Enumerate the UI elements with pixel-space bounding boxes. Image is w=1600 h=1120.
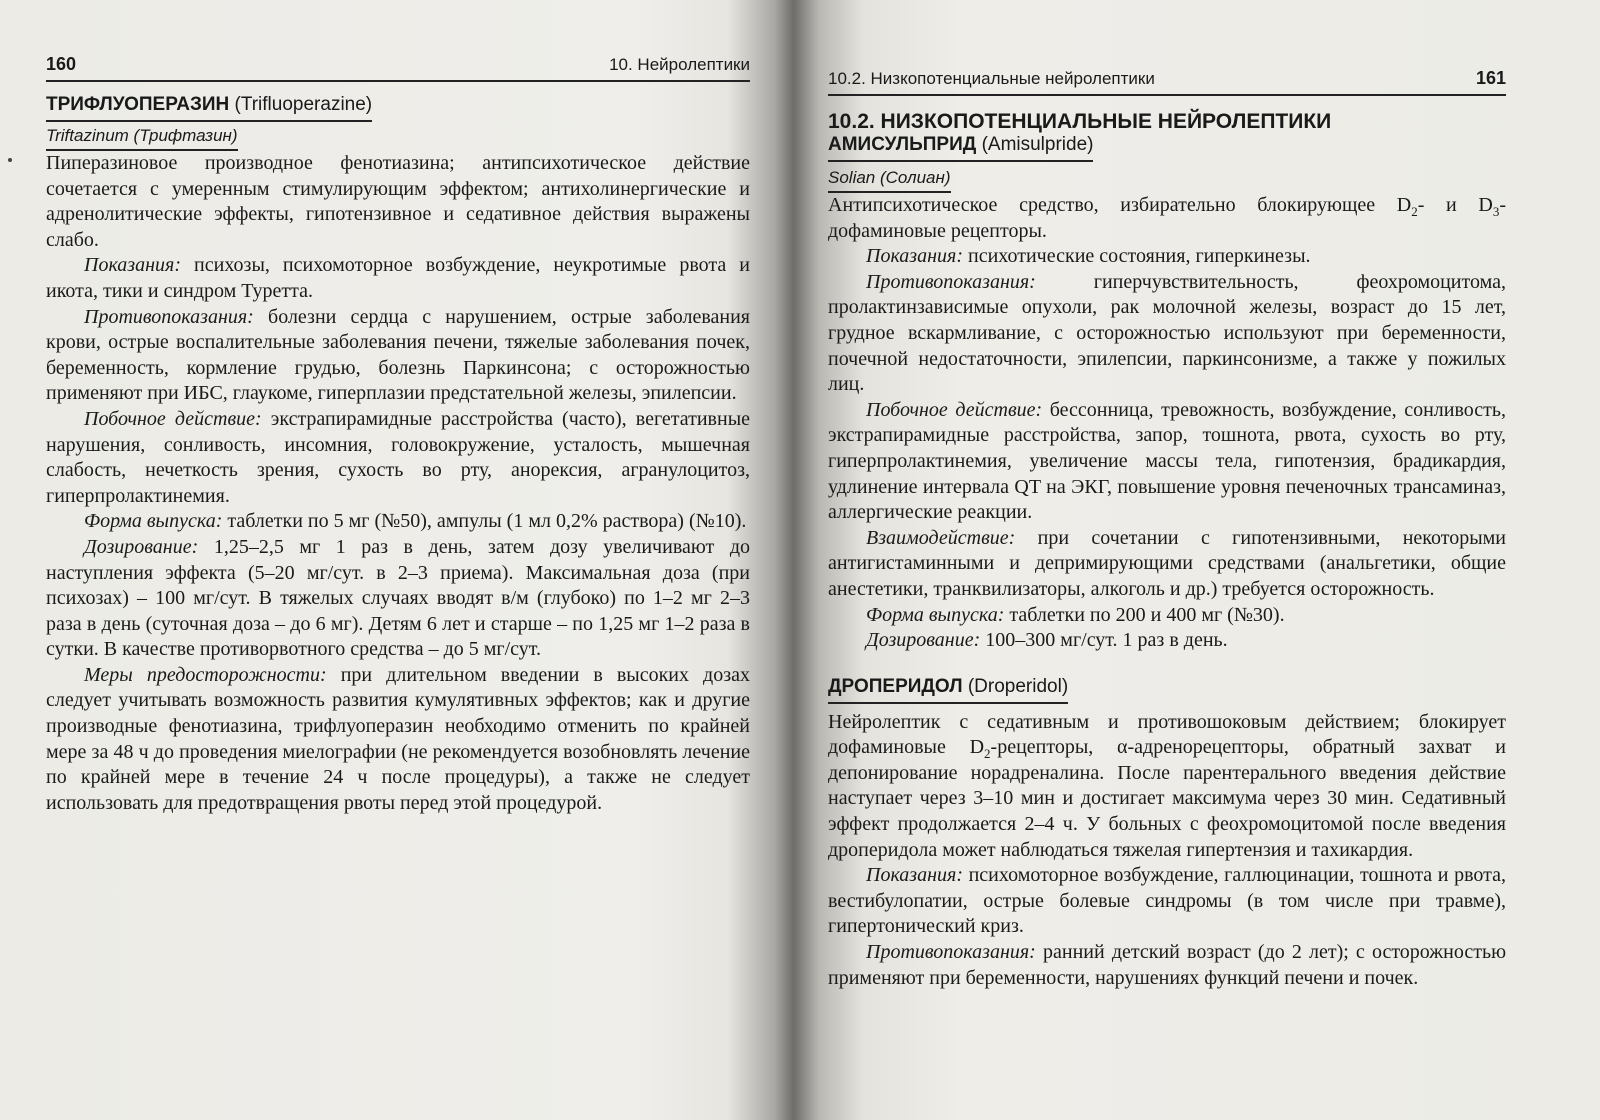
- release-form-paragraph: [828, 603, 1506, 629]
- page-number: 160: [46, 54, 77, 74]
- description-part: -рецепторы, α-адренорецепторы, обратный захват и депонирование норадреналина. После парентерального введения действие наступает через 3–10 мин и достигает максимума через 30 мин. Седативный эффект продолжается 2–4 ч. У больных с феохромоцитомой после введения дроперидола может наблюдаться тяжелая гипертензия и тахикардия.: [828, 736, 1506, 861]
- trade-name: Triftazinum (Трифтазин): [46, 126, 238, 151]
- indications-paragraph: [46, 253, 750, 304]
- interaction-text: при сочетании с гипотензивными, некоторыми антигистаминными и депримирующими средствами (анальгетики, общие анестетики, транквилизаторы, алкоголь и др.) требуется осторожность.: [828, 526, 1506, 600]
- contraindications-text: болезни сердца с нарушением, острые заболевания крови, острые воспалительные заболевания печени, тяжелые заболевания почек, беременность, кормление грудью, болезнь Паркинсона; с осторожностью применяют при ИБС, глаукоме, гиперплазии предстательной железы, эпилепсии.: [46, 305, 751, 405]
- release-form-text: таблетки по 5 мг (№50), ампулы (1 мл 0,2% раствора) (№10).: [227, 510, 747, 533]
- drug-description: [828, 193, 1506, 244]
- trade-name-block: [46, 122, 750, 151]
- subscript: 2: [984, 746, 991, 762]
- drug-latin-name: (Droperidol): [967, 675, 1069, 697]
- running-title: 10. Нейролептики: [609, 55, 750, 74]
- drug-title-text: ДРОПЕРИДОЛ: [828, 675, 963, 697]
- description-part: - и D: [1417, 194, 1493, 216]
- section-heading: 10.2. НИЗКОПОТЕНЦИАЛЬНЫЕ НЕЙРОЛЕПТИКИ: [828, 110, 1332, 133]
- trade-name: Solian (Солиан): [828, 168, 951, 193]
- drug-description: [828, 710, 1506, 864]
- interaction-paragraph: [828, 526, 1506, 603]
- drug-title-text: ТРИФЛУОПЕРАЗИН: [46, 94, 230, 115]
- release-form-label: Форма выпуска:: [84, 510, 223, 533]
- indications-label: Показания:: [866, 864, 963, 887]
- side-effects-paragraph: [46, 407, 750, 509]
- side-effects-text: бессонница, тревожность, возбуждение, сонливость, экстрапирамидные расстройства, запор, тошнота, рвота, сухость во рту, гиперпролактинемия, увеличение массы тела, гипотензия, брадикардия, удлинение интервала QT на ЭКГ, повышение уровня печеночных трансаминаз, аллергические реакции.: [828, 398, 1507, 524]
- side-effects-label: Побочное действие:: [84, 407, 262, 430]
- description-part: Нейролептик с седативным и противошоковым действием; блокирует дофаминовые D: [828, 710, 1506, 759]
- drug-latin-name: (Trifluoperazine): [234, 94, 373, 115]
- drug-title: [46, 94, 372, 122]
- description-part: Антипсихотическое средство, избирательно блокирующее D: [828, 194, 1412, 216]
- indications-text: психотические состояния, гиперкинезы.: [967, 245, 1311, 268]
- dosage-label: Дозирование:: [866, 629, 981, 652]
- indications-paragraph: [828, 244, 1506, 270]
- subscript: 3: [1492, 204, 1500, 219]
- trade-name-block: [828, 164, 1506, 193]
- description-part: -дофаминовые рецепторы.: [828, 194, 1506, 242]
- contraindications-label: Противопоказания:: [866, 270, 1036, 293]
- interaction-label: Взаимодействие:: [866, 526, 1016, 549]
- indications-label: Показания:: [866, 245, 963, 268]
- drug-heading-block: [828, 134, 1506, 162]
- side-effects-paragraph: [828, 398, 1506, 526]
- side-effects-label: Побочное действие:: [866, 398, 1043, 421]
- drug-latin-name: (Amisulpride): [981, 134, 1094, 155]
- drug-title: [828, 134, 1093, 162]
- contraindications-text: гиперчувствительность, феохромоцитома, пролактинзависимые опухоли, рак молочной железы, возраст до 15 лет, грудное вскармливание, с осторожностью используют при беременности, почечной недостаточности, эпилепсии, паркинсонизме, а также у пожилых лиц.: [828, 270, 1506, 396]
- drug-description: Пиперазиновое производное фенотиазина; антипсихотическое действие сочетается с умеренным стимулирующим эффектом; антихолинергические и адренолитические эффекты, гипотензивное и седативное действия выражены слабо.: [46, 152, 750, 251]
- side-effects-text: экстрапирамидные расстройства (часто), вегетативные нарушения, сонливость, инсомния, головокружение, усталость, мышечная слабость, нечеткость зрения, сухость во рту, анорексия, агранулоцитоз, гиперпролактинемия.: [46, 407, 751, 507]
- drug-title: [828, 676, 1068, 704]
- page-number: 161: [1475, 68, 1506, 88]
- release-form-paragraph: [46, 509, 750, 535]
- contraindications-text: ранний детский возраст (до 2 лет); с осторожностью применяют при беременности, нарушениях функций печени и почек.: [828, 941, 1507, 989]
- contraindications-label: Противопоказания:: [866, 941, 1036, 964]
- dosage-label: Дозирование:: [84, 535, 199, 558]
- left-running-header: [46, 52, 750, 82]
- indications-text: психомоторное возбуждение, галлюцинации, тошнота и рвота, вестибулопатии, острые болевые синдромы (в том числе при травме), гипертонический криз.: [828, 864, 1506, 938]
- drug-heading-block: [828, 676, 1506, 704]
- dosage-text: 100–300 мг/сут. 1 раз в день.: [985, 629, 1228, 652]
- dosage-text: 1,25–2,5 мг 1 раз в день, затем дозу увеличивают до наступления эффекта (5–20 мг/сут. в 2–3 приема). Максимальная доза (при психозах) – 100 мг/сут. В тяжелых случаях вводят в/м (глубоко) по 1–2 мг 2–3 раза в день (суточная доза – до 6 мг). Детям 6 лет и старше – по 1,25 мг 1–2 раза в сутки. В качестве противорвотного средства – до 5 мг/сут.: [46, 535, 750, 661]
- contraindications-label: Противопоказания:: [84, 305, 254, 328]
- indications-label: Показания:: [84, 254, 181, 277]
- release-form-label: Форма выпуска:: [866, 603, 1005, 626]
- drug-title-text: АМИСУЛЬПРИД: [828, 134, 977, 155]
- precautions-text: при длительном введении в высоких дозах следует учитывать возможность развития кумулятивных эффектов; как и другие производные фенотиазина, трифлуоперазин необходимо отменить по крайней мере за 48 ч до проведения миелографии (не рекомендуется возобновлять лечение по крайней мере в течение 24 ч после процедуры), а также не следует использовать для предотвращения рвоты перед этой процедурой.: [46, 663, 751, 814]
- dosage-paragraph: [46, 535, 750, 663]
- indications-paragraph: [828, 863, 1506, 940]
- right-running-header: [828, 66, 1506, 96]
- release-form-text: таблетки по 200 и 400 мг (№30).: [1009, 603, 1285, 626]
- drug-heading-block: [46, 94, 750, 122]
- contraindications-paragraph: [828, 940, 1506, 991]
- contraindications-paragraph: [828, 270, 1506, 398]
- contraindications-paragraph: [46, 305, 750, 407]
- left-page: [0, 0, 760, 1120]
- running-title: 10.2. Низкопотенциальные нейролептики: [828, 69, 1155, 88]
- subscript: 2: [1411, 204, 1418, 219]
- precautions-paragraph: [46, 663, 750, 817]
- dosage-paragraph: [828, 628, 1506, 654]
- right-page: [810, 0, 1600, 1120]
- precautions-label: Меры предосторожности:: [84, 663, 327, 686]
- indications-text: психозы, психомоторное возбуждение, неукротимые рвота и икота, тики и синдром Туретта.: [46, 254, 751, 302]
